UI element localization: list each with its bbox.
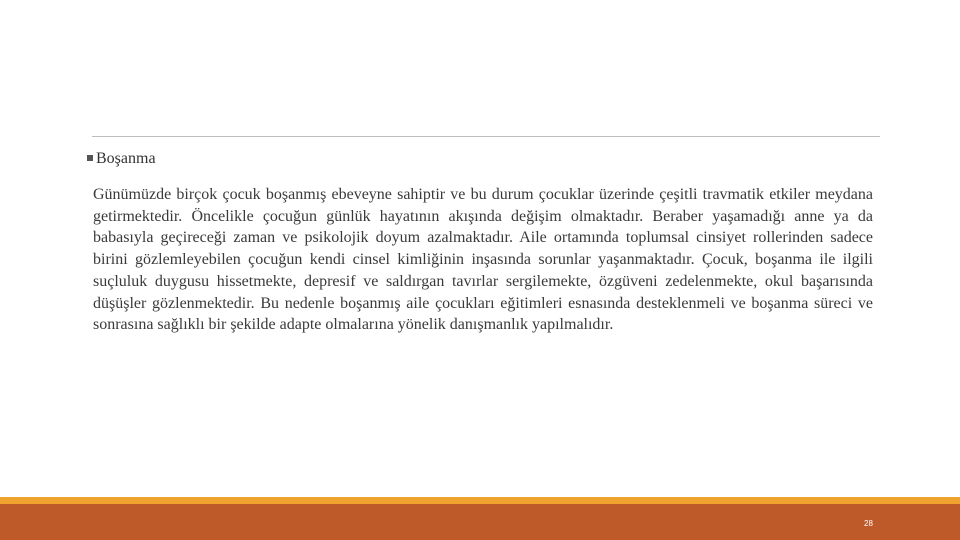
section-heading [87, 150, 156, 168]
footer-accent-stripe [0, 497, 960, 504]
title-divider [92, 136, 880, 137]
body-paragraph: Günümüzde birçok çocuk boşanmış ebeveyne sahiptir ve bu durum çocuklar üzerinde çeşitli travmatik etkiler meydana getirmektedir. Öncelikle çocuğun günlük hayatının akışında değişim olmaktadır. Beraber yaşamadığı anne ya da babasıyla geçireceği zaman ve psikolojik doyum azalmaktadır. Aile ortamında toplumsal cinsiyet rollerinden sadece birini gözlemleyebilen çocuğun kendi cinsel kimliğinin inşasında sorunlar yaşanmaktadır. Çocuk, boşanma ile ilgili suçluluk duygusu hissetmekte, depresif ve saldırgan tavırlar sergilemekte, özgüveni zedelenmekte, okul başarısında düşüşler gözlenmektedir. Bu nedenle boşanmış aile çocukları eğitimleri esnasında desteklenmeli ve boşanma süreci ve sonrasına sağlıklı bir şekilde adapte olmalarına yönelik danışmanlık yapılmalıdır. [93, 186, 873, 334]
section-heading-text: Boşanma [96, 150, 156, 167]
square-bullet-icon [87, 155, 93, 161]
footer-bar [0, 504, 960, 540]
page-number: 28 [864, 519, 873, 528]
